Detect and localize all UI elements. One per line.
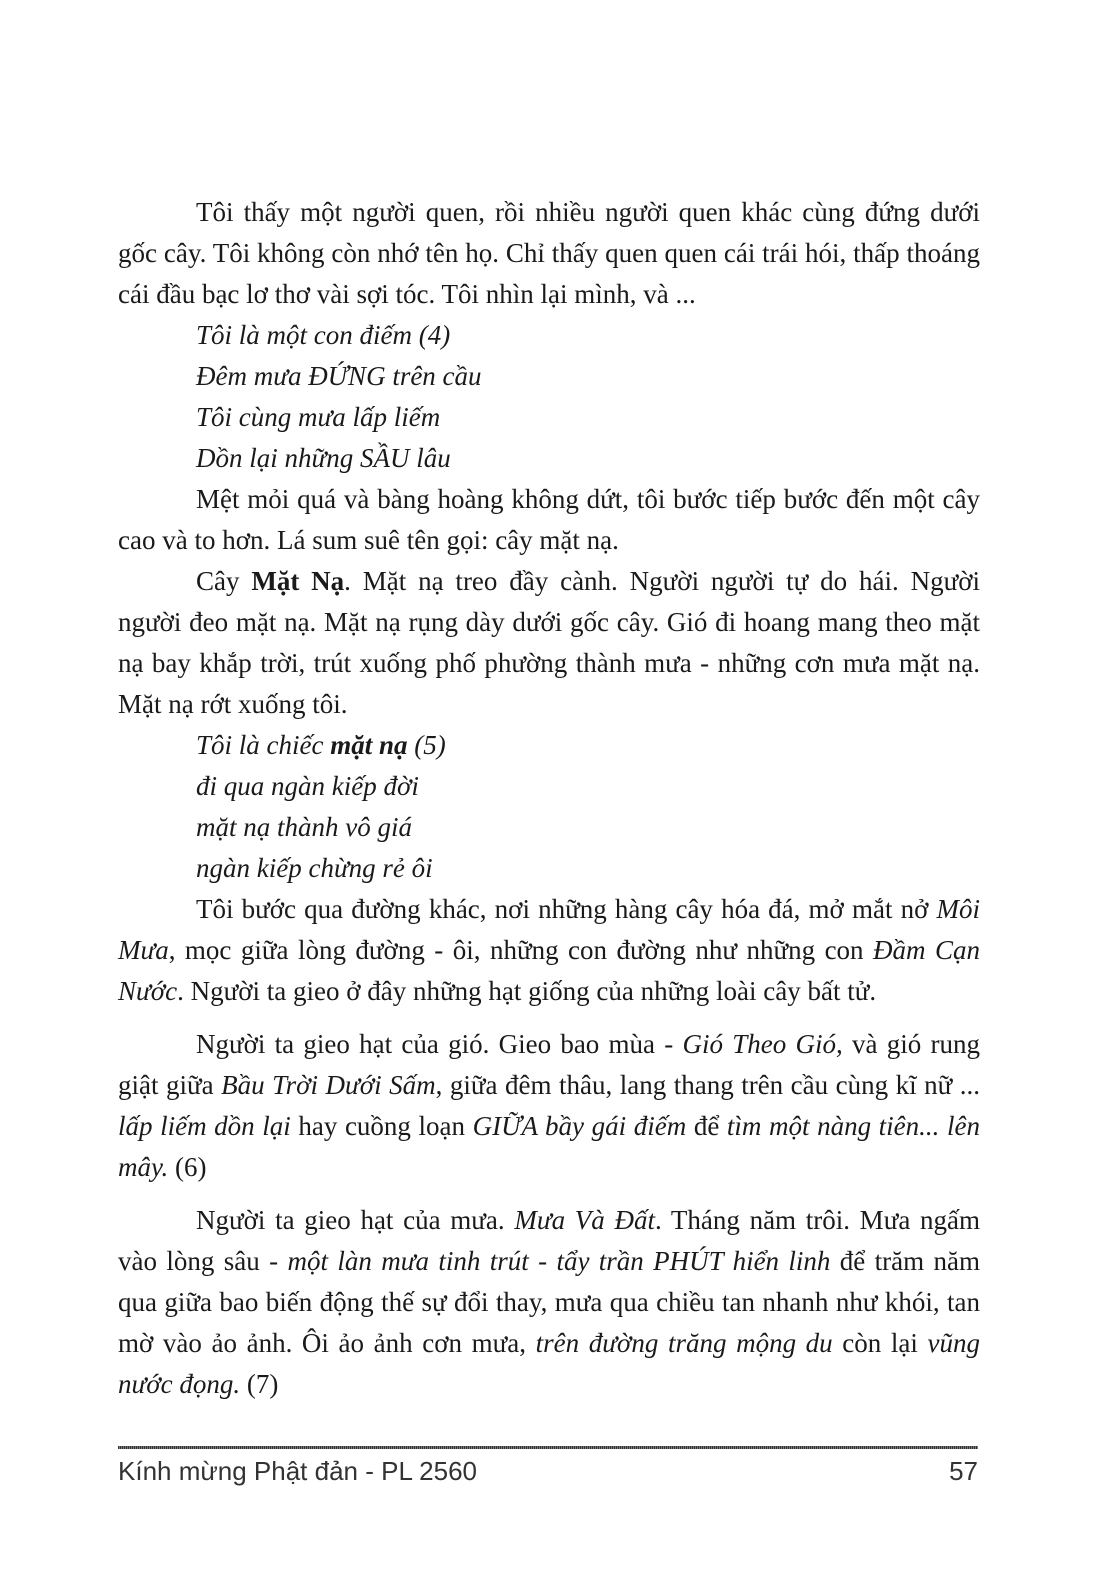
paragraph-1: Tôi thấy một người quen, rồi nhiều người quen khác cùng đứng dưới gốc cây. Tôi không còn nhớ tên họ. Chỉ thấy quen quen cái trái hói, thấp thoáng cái đầu bạc lơ thơ vài sợi tóc. Tôi nhìn lại mình, và ... — [118, 197, 980, 309]
text-run: để — [686, 1111, 727, 1141]
text-run: (6) — [168, 1152, 207, 1182]
italic-term: trên đường trăng mộng du — [535, 1328, 833, 1358]
verse-line: Đêm mưa ĐỨNG trên cầu — [196, 361, 482, 391]
italic-term: GIỮA bầy gái điếm — [472, 1111, 687, 1141]
verse-2 — [118, 725, 980, 889]
italic-term: Mưa Và Đất — [514, 1205, 655, 1235]
italic-term: Bầu Trời Dưới Sấm — [221, 1070, 436, 1100]
bold-term: mặt nạ — [330, 730, 408, 760]
footer-rule — [118, 1446, 978, 1449]
page-body — [118, 192, 980, 1405]
text-run: . Tháng năm trôi. Mưa ngấm vào lòng sâu - — [118, 1205, 980, 1276]
text-run: , mọc giữa lòng đường - ôi, những con đường như những con — [168, 935, 874, 965]
italic-term: vũng nước đọng. — [118, 1328, 980, 1399]
paragraph-5 — [118, 1024, 980, 1188]
verse-1 — [118, 315, 980, 479]
italic-term: tìm một nàng tiên... lên mây. — [118, 1111, 980, 1182]
italic-term: Đầm Cạn Nước — [118, 935, 980, 1006]
text-run: (7) — [240, 1369, 279, 1399]
text-run: . Mặt nạ treo đầy cành. Người người tự do hái. Người người đeo mặt nạ. Mặt nạ rụng dày dưới gốc cây. Gió đi hoang mang theo mặt nạ bay khắp trời, trút xuống phố phường thành mưa - những cơn mưa mặt nạ. Mặt nạ rớt xuống tôi. — [118, 566, 980, 719]
text-run: Cây — [196, 566, 252, 596]
text-run: Tôi là chiếc — [196, 730, 331, 760]
verse-line: mặt nạ thành vô giá — [196, 812, 412, 842]
text-run: để trăm năm qua giữa bao biến động thế sự đổi thay, mưa qua chiều tan nhanh như khói, tan mờ vào ảo ảnh. Ôi ảo ảnh cơn mưa, — [118, 1246, 981, 1358]
verse-line: đi qua ngàn kiếp đời — [196, 771, 419, 801]
verse-line: Tôi cùng mưa lấp liếm — [196, 402, 441, 432]
text-run: Tôi bước qua đường khác, nơi những hàng cây hóa đá, mở mắt nở — [196, 894, 937, 924]
paragraph-2: Mệt mỏi quá và bàng hoàng không dứt, tôi bước tiếp bước đến một cây cao và to hơn. Lá sum suê tên gọi: cây mặt nạ. — [118, 484, 980, 555]
text-run: hay cuồng loạn — [290, 1111, 473, 1141]
verse-line: ngàn kiếp chừng rẻ ôi — [196, 853, 433, 883]
italic-term: Gió Theo Gió, — [682, 1029, 843, 1059]
italic-term: một làn mưa tinh trút - tẩy trần PHÚT hiển linh — [287, 1246, 831, 1276]
text-run: . Người ta gieo ở đây những hạt giống của những loài cây bất tử. — [177, 976, 877, 1006]
text-run: (5) — [407, 730, 446, 760]
verse-line: Tôi là một con điếm (4) — [196, 320, 451, 350]
text-run: và gió rung giật giữa — [118, 1029, 981, 1100]
text-run: , giữa đêm thâu, lang thang trên cầu cùng kĩ nữ ... — [435, 1070, 981, 1100]
text-run: Người ta gieo hạt của mưa. — [196, 1205, 515, 1235]
page-footer — [118, 1456, 978, 1487]
text-run: còn lại — [832, 1328, 928, 1358]
italic-term: lấp liếm dồn lại — [118, 1111, 291, 1141]
paragraph-4 — [118, 889, 980, 1012]
italic-term: Môi Mưa — [118, 894, 980, 965]
footer-title: Kính mừng Phật đản - PL 2560 — [118, 1456, 478, 1486]
bold-term: Mặt Nạ — [251, 566, 345, 596]
page-number: 57 — [949, 1456, 978, 1486]
verse-line — [196, 725, 980, 766]
text-run: Người ta gieo hạt của gió. Gieo bao mùa - — [196, 1029, 683, 1059]
paragraph-3 — [118, 561, 980, 725]
verse-line: Dồn lại những SẦU lâu — [196, 443, 451, 473]
paragraph-6 — [118, 1200, 980, 1405]
